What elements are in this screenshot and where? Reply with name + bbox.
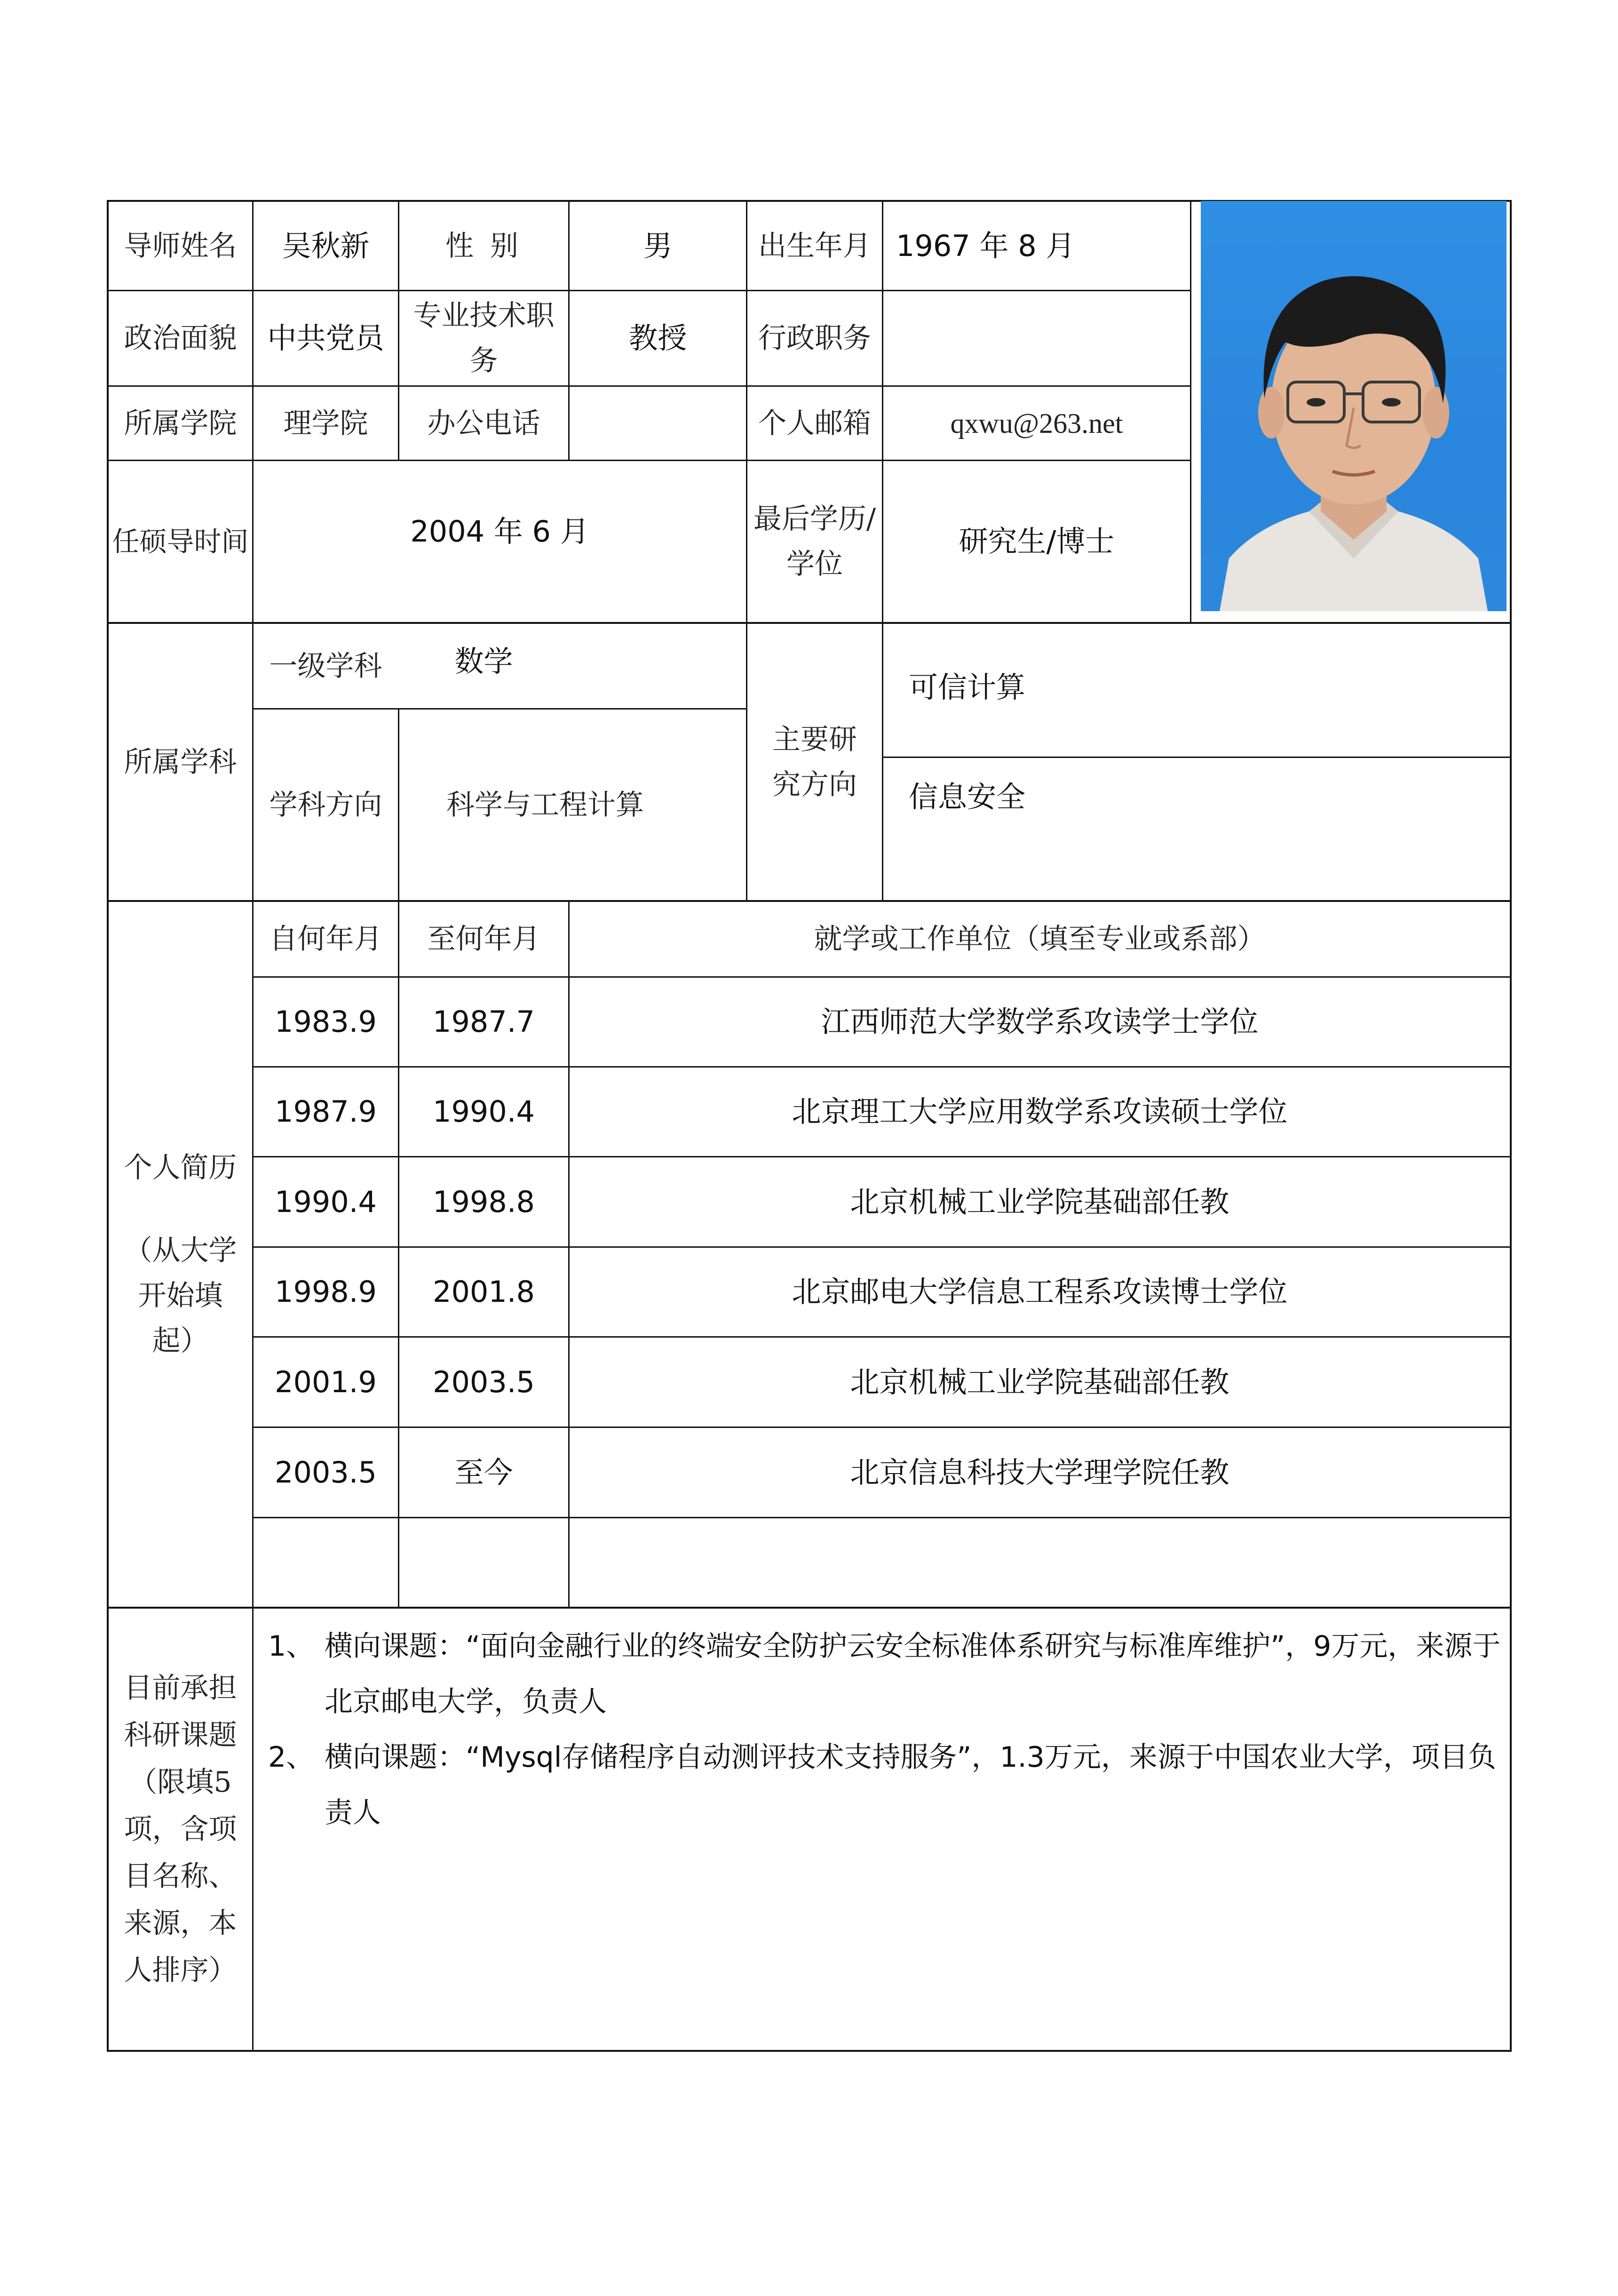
value-supervisor-time: 2004 年 6 月 (410, 514, 589, 549)
value-first-level: 数学 (454, 644, 513, 679)
label-discipline: 所属学科 (124, 745, 237, 779)
label-admin: 行政职务 (758, 322, 871, 355)
resume-from: 2003.5 (275, 1455, 377, 1490)
resume-to (399, 1518, 568, 1607)
label-email: 个人邮箱 (758, 407, 871, 440)
resume-from (254, 1518, 398, 1607)
portrait-icon (1201, 201, 1507, 611)
border-right (1510, 200, 1512, 2052)
resume-to: 2003.5 (433, 1364, 535, 1399)
value-admin (883, 291, 1190, 385)
project-text: 横向课题：“面向金融行业的终端安全防护云安全标准体系研究与标准库维护”，9万元，来源于北京邮电大学，负责人 (325, 1630, 1501, 1718)
label-degree: 最后学历/学位 (753, 502, 876, 581)
resume-unit: 北京理工大学应用数学系攻读硕士学位 (792, 1094, 1288, 1129)
resume-to: 1998.8 (433, 1184, 535, 1219)
resume-from: 1990.4 (275, 1184, 377, 1219)
label-college: 所属学院 (124, 407, 237, 440)
value-political: 中共党员 (267, 321, 384, 356)
projects-list (263, 1618, 1510, 1841)
label-first-level: 一级学科 (269, 649, 382, 683)
value-research-1: 可信计算 (909, 670, 1026, 705)
value-name: 吴秋新 (282, 228, 370, 263)
border-bottom (107, 2050, 1512, 2052)
value-email: qxwu@263.net (950, 407, 1123, 439)
resume-unit: 北京机械工业学院基础部任教 (850, 1184, 1229, 1219)
project-item (263, 1730, 1510, 1841)
resume-unit: 北京邮电大学信息工程系攻读博士学位 (792, 1275, 1288, 1309)
resume-from: 1987.9 (275, 1094, 377, 1129)
value-college: 理学院 (283, 407, 368, 440)
resume-note: （从大学开始填起） (124, 1234, 237, 1357)
resume-from: 1983.9 (275, 1004, 377, 1039)
resume-from: 2001.9 (275, 1364, 377, 1399)
project-number: 2、 (268, 1741, 315, 1774)
resume-unit: 北京信息科技大学理学院任教 (850, 1455, 1229, 1490)
project-text: 横向课题：“Mysql存储程序自动测评技术支持服务”，1.3万元，来源于中国农业大学，项目负责人 (325, 1741, 1496, 1829)
resume-from: 1998.9 (275, 1275, 377, 1309)
label-supervisor-time: 任硕导时间 (112, 525, 249, 558)
value-phone (570, 387, 746, 460)
value-gender: 男 (643, 228, 673, 263)
resume-unit: 北京机械工业学院基础部任教 (850, 1364, 1229, 1399)
resume-title: 个人简历 (124, 1151, 237, 1184)
label-resume (109, 902, 252, 1607)
value-degree: 研究生/博士 (959, 524, 1115, 559)
label-direction: 学科方向 (269, 788, 382, 821)
portrait-photo (1201, 201, 1507, 611)
header-unit: 就学或工作单位（填至专业或系部） (814, 923, 1266, 956)
value-direction: 科学与工程计算 (446, 788, 644, 821)
resume-to: 1990.4 (433, 1094, 535, 1129)
resume-to: 1987.7 (433, 1004, 535, 1039)
value-title: 教授 (628, 321, 687, 356)
resume-unit (570, 1518, 1510, 1607)
label-phone: 办公电话 (427, 407, 540, 440)
resume-unit: 江西师范大学数学系攻读学士学位 (821, 1004, 1259, 1039)
resume-to: 至今 (454, 1455, 513, 1490)
vline (1190, 200, 1191, 623)
resume-to: 2001.8 (433, 1275, 535, 1309)
header-from: 自何年月 (269, 923, 382, 956)
label-gender: 性 别 (445, 229, 523, 263)
value-research-2: 信息安全 (909, 780, 1026, 814)
value-birth: 1967 年 8 月 (896, 228, 1075, 263)
hline (107, 1607, 1512, 1609)
label-projects: 目前承担科研课题（限填5项，含项目名称、来源，本人排序） (124, 1672, 237, 1987)
label-political: 政治面貌 (124, 322, 237, 355)
label-title: 专业技术职务 (413, 299, 555, 377)
header-to: 至何年月 (427, 923, 540, 956)
label-name: 导师姓名 (124, 229, 237, 263)
project-item (263, 1618, 1510, 1730)
project-number: 1、 (268, 1630, 315, 1663)
label-research: 主要研究方向 (772, 723, 857, 801)
label-birth: 出生年月 (758, 229, 871, 263)
